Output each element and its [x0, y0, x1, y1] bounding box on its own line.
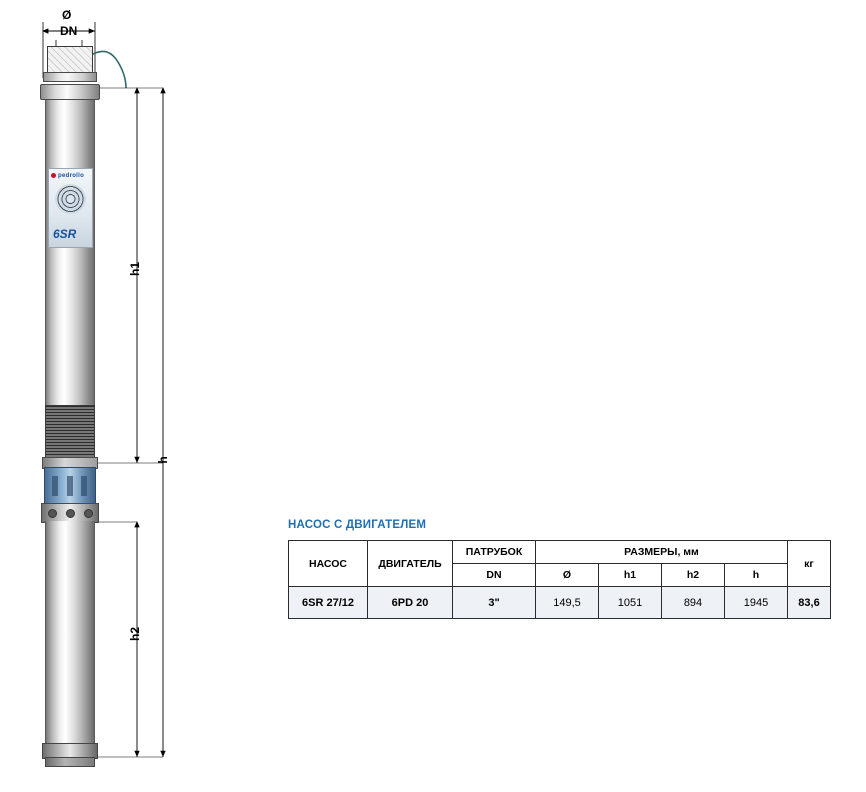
pump-stage-sleeve [45, 100, 95, 405]
motor-head [44, 467, 96, 505]
th-port-dn: DN [453, 564, 536, 587]
cell-dn: 3" [453, 587, 536, 619]
impeller-graphic-icon [55, 184, 86, 214]
drawing-annotations [0, 0, 280, 792]
th-h1: h1 [599, 564, 662, 587]
flange-bolt [84, 509, 93, 518]
motor-head-slot [52, 476, 58, 496]
th-port-group: ПАТРУБОК [453, 541, 536, 564]
discharge-port [47, 46, 93, 74]
motor-head-slot [81, 476, 87, 496]
motor-body [45, 521, 95, 743]
th-h2: h2 [662, 564, 725, 587]
pump-head-flange [40, 84, 100, 100]
cell-kg: 83,6 [788, 587, 831, 619]
pump-top-plate [43, 72, 97, 82]
brand-name: pedrollo [58, 173, 85, 179]
pump-technical-drawing [0, 0, 280, 792]
th-motor: ДВИГАТЕЛЬ [368, 541, 453, 587]
brand-logo-icon [51, 173, 56, 178]
cell-diameter: 149,5 [536, 587, 599, 619]
th-diameter: Ø [536, 564, 599, 587]
pump-nameplate [48, 168, 93, 248]
dim-label-h1: h1 [128, 262, 142, 277]
motor-flange [41, 503, 99, 523]
dim-label-diameter: Ø [62, 8, 72, 22]
dim-label-h2: h2 [128, 627, 142, 642]
dimensions-table-block [288, 519, 831, 619]
cell-pump: 6SR 27/12 [289, 587, 368, 619]
table-title: НАСОС С ДВИГАТЕЛЕМ [288, 519, 427, 531]
cell-motor: 6PD 20 [368, 587, 453, 619]
table-row [289, 587, 831, 619]
suction-screen [45, 405, 95, 459]
cell-h1: 1051 [599, 587, 662, 619]
dimensions-table [288, 540, 831, 619]
flange-bolt [48, 509, 57, 518]
dim-label-h: h [156, 456, 170, 464]
th-pump: НАСОС [289, 541, 368, 587]
flange-bolt [66, 509, 75, 518]
motor-base-plate [45, 757, 95, 767]
pump-series-label: 6SR [53, 227, 77, 241]
table-header-row-1 [289, 541, 831, 564]
cell-h: 1945 [725, 587, 788, 619]
th-h: h [725, 564, 788, 587]
cell-h2: 894 [662, 587, 725, 619]
motor-head-slot [67, 476, 73, 496]
th-kg: кг [788, 541, 831, 587]
dim-label-dn: DN [60, 24, 78, 38]
th-dims-group: РАЗМЕРЫ, мм [536, 541, 788, 564]
